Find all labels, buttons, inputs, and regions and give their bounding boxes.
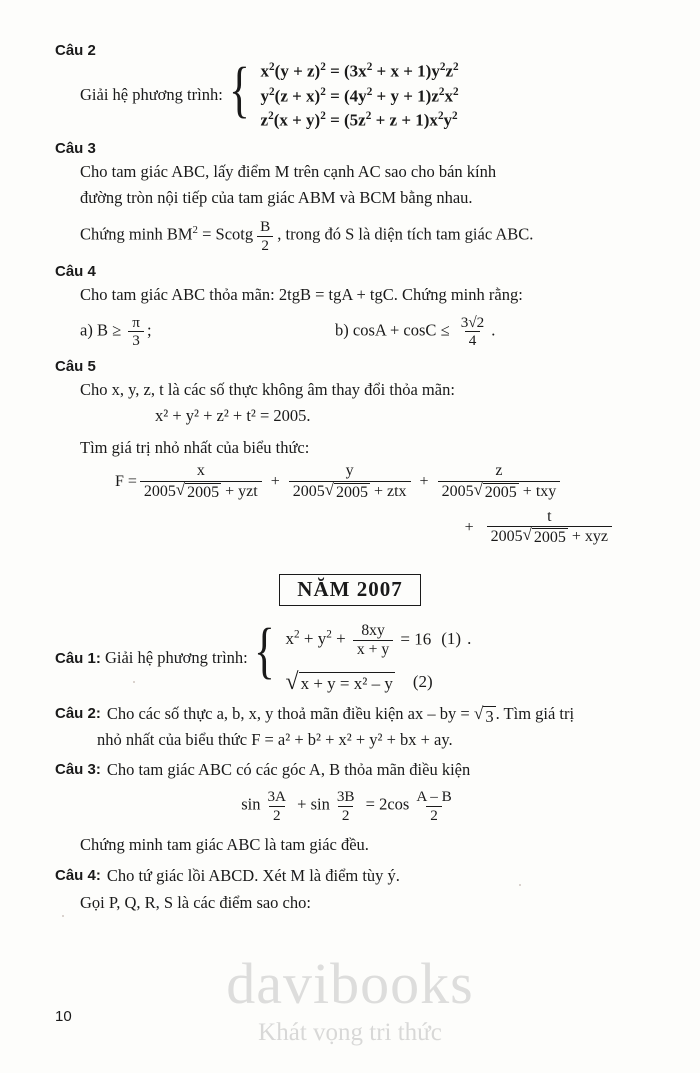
body-line: nhỏ nhất của biểu thức F = a² + b² + x² + y² + bx + ay. (97, 729, 453, 749)
section-heading: Câu 3: (55, 761, 101, 779)
text-fragment: . (491, 320, 496, 340)
exponent: 2 (192, 224, 198, 237)
sqrt-icon: √ 2005 (175, 479, 220, 501)
equation-line (55, 788, 645, 824)
text-fragment: . (467, 629, 472, 649)
subquestion-b (335, 314, 495, 350)
text-fragment: + txy (518, 482, 557, 500)
section-cau5 (55, 358, 645, 547)
plus-sign: + (419, 473, 429, 491)
fraction-denominator: 3 (128, 331, 144, 349)
sqrt-icon: √ 2005 (522, 525, 566, 547)
fraction-numerator: A – B (416, 788, 452, 806)
question-row (55, 704, 645, 726)
text-fragment: Cho các số thực a, b, x, y thoả mãn điều kiện ax – by = (106, 704, 474, 724)
section-2007-cau1 (55, 616, 645, 695)
plus-sign: + (270, 473, 280, 491)
fraction (333, 788, 359, 824)
equation-line: $y^2(z + x)^2 = (4y^2 + y + 1)z^2x^2$ (260, 85, 459, 106)
sqrt-icon: √ 2005 (473, 479, 517, 501)
sqrt-radicand: 2005 (484, 483, 517, 501)
brace-icon: { (228, 56, 250, 124)
text-fragment: sin (241, 795, 261, 814)
fraction-numerator: 3B (336, 788, 355, 806)
text-fragment: $x^2 + y^2$ + (285, 628, 350, 649)
text-fragment: b) cosA + cosC ≤ (335, 320, 454, 340)
fraction-denominator: 2 (426, 806, 442, 824)
fraction (256, 218, 274, 254)
watermark-subtitle: Khát vọng tri thức (258, 1019, 442, 1046)
fraction-numerator: 3√2 (460, 313, 485, 331)
plus-sign: + (464, 518, 474, 536)
section-2007-cau3 (55, 760, 645, 857)
fraction-denominator (140, 481, 262, 502)
section-2007-cau2 (55, 704, 645, 752)
equation-line: x² + y² + z² + t² = 2005. (155, 406, 311, 426)
prompt-text: Giải hệ phương trình: (80, 85, 223, 104)
text-fragment: , trong đó S là diện tích tam giác ABC. (277, 224, 534, 244)
text-fragment: = 2cos (361, 795, 410, 814)
document-body (55, 42, 645, 917)
fraction-numerator: x (196, 462, 205, 480)
subquestion-row (55, 314, 645, 350)
text-fragment: + yzt (221, 482, 258, 500)
body-line: Cho tam giác ABC thỏa mãn: 2tgB = tgA + tgC. Chứng minh rằng: (80, 285, 523, 304)
text-fragment: = Scotg (197, 224, 254, 244)
fraction-denominator: 4 (465, 331, 481, 349)
fraction (412, 788, 455, 824)
section-heading: Câu 3 (55, 139, 96, 157)
year-heading: NĂM 2007 (279, 574, 421, 606)
body-line: Cho tứ giác lồi ABCD. Xét M là điểm tùy ý. (106, 865, 400, 885)
text-fragment: ; (146, 320, 152, 340)
section-heading: Câu 2 (55, 42, 96, 59)
fraction-numerator: 3A (267, 788, 287, 806)
fraction-numerator: π (132, 313, 140, 331)
section-heading: Câu 2: (55, 705, 101, 723)
text-fragment: Chứng minh BM (80, 224, 193, 244)
equation-line: $x^2(y + z)^2 = (3x^2 + x + 1)y^2z^2$ (260, 61, 459, 81)
page-number: 10 (55, 1008, 72, 1025)
fraction (457, 314, 489, 350)
fraction (128, 314, 144, 350)
body-line: Cho tam giác ABC có các góc A, B thỏa mãn điều kiện (106, 760, 471, 780)
text-fragment: 2005 (292, 482, 325, 500)
text-fragment: 2005 (441, 482, 474, 500)
sqrt-radicand: 2005 (533, 529, 566, 547)
text-fragment: Giải hệ phương trình: (104, 647, 248, 667)
fraction-denominator: x + y (353, 640, 393, 659)
fraction-denominator (438, 481, 561, 502)
text-fragment: + xyz (567, 528, 608, 546)
text-fragment: a) B ≥ (80, 320, 126, 340)
section-heading: Câu 4 (55, 263, 96, 280)
sqrt-radicand: x + y = x² – y (300, 673, 393, 693)
fraction-numerator: B (260, 218, 271, 236)
fraction-numerator: t (547, 507, 552, 525)
fraction-denominator (487, 526, 612, 547)
text-fragment: F = (115, 473, 137, 491)
fraction-term-1 (140, 462, 262, 502)
question-row (55, 760, 645, 780)
body-line: Tìm giá trị nhỏ nhất của biểu thức: (80, 437, 310, 457)
fraction-denominator (289, 481, 411, 502)
sqrt-icon: √ 3 (473, 703, 494, 726)
brace-icon: { (253, 616, 275, 685)
question-row (55, 866, 645, 886)
equation-line (285, 668, 472, 695)
expression-F (55, 462, 645, 502)
section-heading: Câu 1: (55, 649, 101, 667)
sqrt-icon: √ x + y = x² – y (285, 668, 393, 695)
equation-list (261, 61, 459, 131)
fraction-denominator: 2 (338, 806, 354, 824)
system-of-equations (55, 56, 645, 131)
fraction-term-2 (289, 462, 411, 502)
equation-list (286, 622, 472, 695)
watermark-title: davibooks (226, 951, 474, 1016)
fraction-term-4 (487, 508, 612, 548)
fraction (263, 788, 290, 824)
body-line-formula (55, 218, 645, 254)
fraction-denominator: 2 (257, 236, 273, 254)
fraction-denominator: 2 (269, 806, 285, 824)
sqrt-radicand: 2005 (187, 483, 220, 501)
prompt-text (55, 622, 248, 668)
text-fragment: 2005 (143, 482, 176, 500)
body-line: đường tròn nội tiếp của tam giác ABM và BCM bằng nhau. (80, 187, 473, 207)
fraction-numerator: 8xy (361, 621, 385, 639)
body-line: Gọi P, Q, R, S là các điểm sao cho: (80, 892, 311, 912)
section-2007-cau4 (55, 866, 645, 916)
text-fragment: 2005 (490, 528, 523, 546)
text-fragment: . Tìm giá trị (495, 704, 575, 724)
text-fragment: + sin (293, 795, 330, 814)
body-line: Cho x, y, z, t là các số thực không âm thay đổi thỏa mãn: (80, 380, 455, 400)
equation-tag: (1) (441, 629, 462, 649)
section-cau2 (55, 42, 645, 131)
fraction (353, 622, 393, 659)
sqrt-radicand: 2005 (335, 483, 368, 501)
section-cau4 (55, 263, 645, 349)
body-line (101, 704, 574, 726)
sqrt-radicand: 3 (485, 706, 494, 726)
body-line: Chứng minh tam giác ABC là tam giác đều. (80, 835, 369, 855)
body-line: Cho tam giác ABC, lấy điểm M trên cạnh AC sao cho bán kính (80, 161, 497, 181)
sqrt-icon: √ 2005 (324, 479, 368, 501)
equation-line (286, 622, 472, 659)
equation-tag: (2) (412, 671, 433, 691)
text-fragment: + ztx (369, 482, 407, 500)
text-fragment: = 16 (396, 629, 432, 649)
equation-line: $z^2(x + y)^2 = (5z^2 + z + 1)x^2y^2$ (260, 110, 458, 130)
section-heading: Câu 5 (55, 358, 96, 376)
expression-F-cont (55, 508, 645, 548)
subquestion-a (80, 314, 335, 350)
section-heading: Câu 4: (55, 866, 101, 884)
fraction-numerator: z (495, 462, 503, 480)
watermark (0, 951, 700, 1047)
fraction-numerator: y (345, 462, 354, 480)
fraction-term-3 (438, 462, 561, 502)
section-cau3 (55, 140, 645, 254)
